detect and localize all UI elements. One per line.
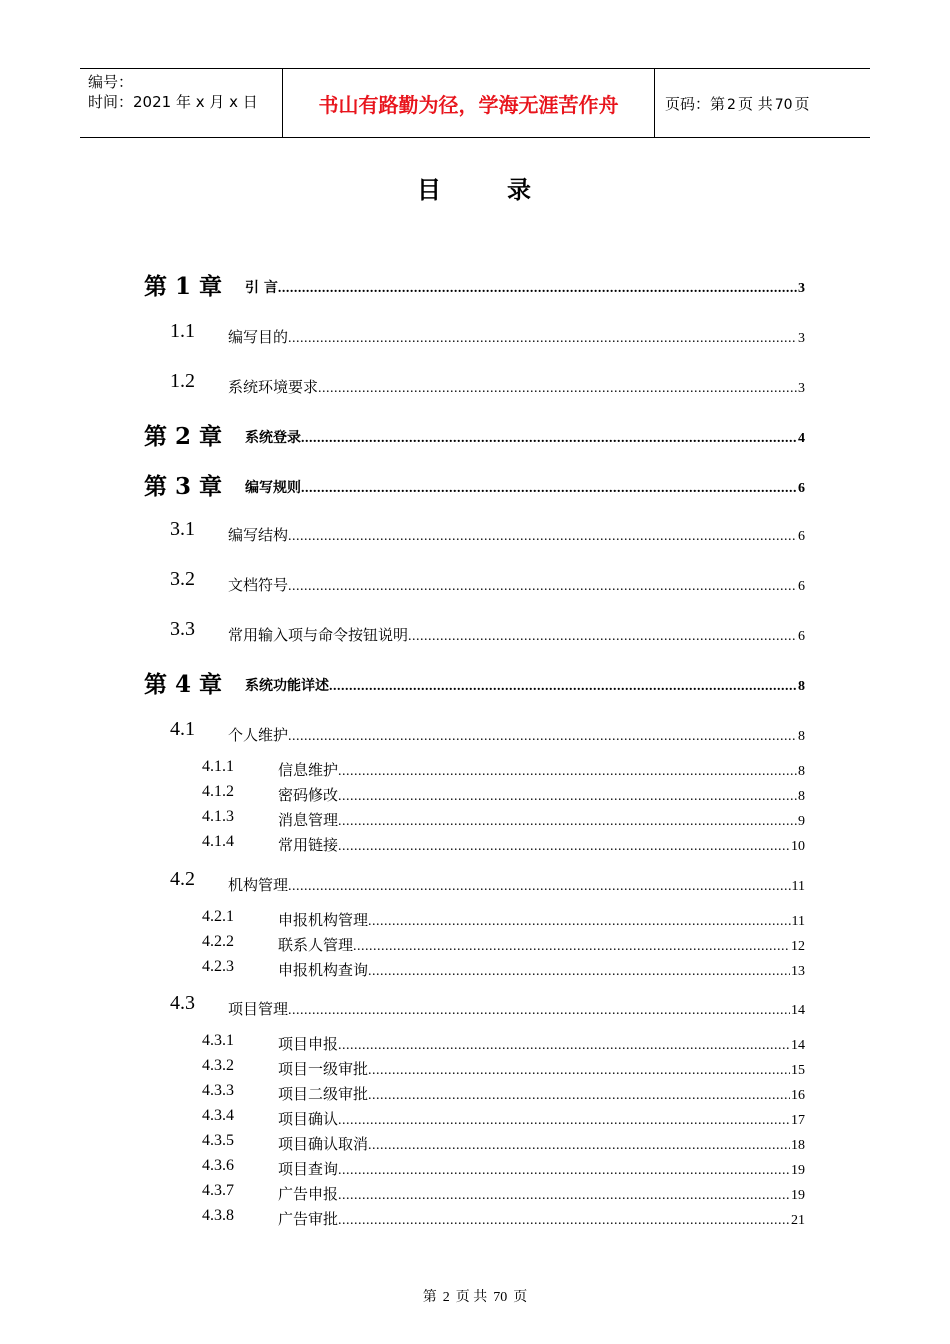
toc-entry-number: 4.3.3 [202, 1082, 234, 1099]
toc-entry-number: 4.3 [170, 992, 195, 1014]
page-total: 70 [774, 96, 793, 113]
toc-leader-dots [301, 431, 797, 447]
page-current: 2 [727, 96, 736, 113]
toc-entry-text [228, 574, 805, 595]
toc-entry-text [245, 675, 805, 695]
toc-leader-dots [338, 1113, 790, 1129]
toc-entry-text [278, 1133, 805, 1154]
toc-entry-number: 4.1.2 [202, 783, 234, 800]
document-header [80, 68, 870, 138]
toc-entry-text [278, 784, 805, 805]
toc-entry-page: 9 [798, 814, 805, 829]
toc-entry-number: 4.1.4 [202, 833, 234, 850]
toc-entry-number: 4.3.8 [202, 1207, 234, 1224]
toc-entry-page: 6 [798, 579, 805, 594]
toc-entry-text [278, 1208, 805, 1229]
toc-entry-number: 1.2 [170, 370, 195, 392]
toc-entry-page: 18 [791, 1138, 805, 1153]
footer-suffix: 页 [513, 1290, 528, 1305]
page-prefix: 页码：第 [665, 94, 726, 113]
toc-entry-number: 3.1 [170, 518, 195, 540]
toc-entry-label: 编写目的 [228, 328, 289, 346]
toc-entry-text [245, 427, 805, 447]
toc-entry-label: 密码修改 [278, 786, 339, 804]
toc-leader-dots [338, 1213, 790, 1229]
toc-entry-number: 4.3.2 [202, 1057, 234, 1074]
page-mid: 页 共 [737, 94, 773, 113]
toc-entry-label: 项目管理 [228, 1000, 289, 1018]
toc-entry-number: 第 2 章 [144, 423, 223, 450]
toc-leader-dots [368, 914, 791, 930]
toc-entry-label: 项目确认取消 [278, 1135, 369, 1153]
toc-entry-page: 8 [798, 789, 805, 804]
toc-entry-page: 8 [798, 729, 805, 744]
toc-entry-text [278, 1033, 805, 1054]
toc-leader-dots [288, 729, 797, 745]
toc-entry-label: 编写规则 [245, 480, 301, 496]
toc-entry-text [228, 524, 805, 545]
toc-entry-page: 19 [791, 1188, 805, 1203]
toc-leader-dots [408, 629, 797, 645]
toc-entry-text [278, 909, 805, 930]
header-meta-cell [80, 69, 283, 137]
toc-entry-number: 4.3.7 [202, 1182, 234, 1199]
footer-current: 2 [442, 1290, 450, 1305]
toc-entry-label: 个人维护 [228, 726, 289, 744]
toc-entry-page: 21 [791, 1213, 805, 1228]
toc-leader-dots [368, 964, 790, 980]
toc-entry-label: 信息维护 [278, 761, 339, 779]
toc-leader-dots [288, 579, 797, 595]
toc-entry-label: 编写结构 [228, 526, 289, 544]
toc-entry-number: 4.3.6 [202, 1157, 234, 1174]
toc-entry-label: 联系人管理 [278, 936, 354, 954]
toc-entry-page: 3 [798, 281, 805, 296]
toc-entry-label: 消息管理 [278, 811, 339, 829]
toc-entry-label: 广告审批 [278, 1210, 339, 1228]
toc-entry-number: 3.2 [170, 568, 195, 590]
toc-leader-dots [288, 529, 797, 545]
toc-entry-page: 14 [791, 1038, 805, 1053]
toc-entry-text [278, 1158, 805, 1179]
toc-entry-number: 4.2.1 [202, 908, 234, 925]
toc-entry-page: 4 [798, 431, 805, 446]
toc-entry-text [278, 1058, 805, 1079]
toc-entry-page: 3 [798, 331, 805, 346]
toc-entry-text [278, 959, 805, 980]
footer-prefix: 第 [422, 1290, 437, 1305]
toc-entry-label: 项目申报 [278, 1035, 339, 1053]
toc-leader-dots [338, 1163, 790, 1179]
toc-entry-number: 4.3.4 [202, 1107, 234, 1124]
toc-entry-number: 4.2.2 [202, 933, 234, 950]
toc-leader-dots [353, 939, 790, 955]
footer-mid: 页 共 [455, 1290, 488, 1305]
toc-entry-page: 8 [798, 679, 805, 694]
toc-entry-number: 4.1.3 [202, 808, 234, 825]
toc-entry-number: 1.1 [170, 320, 195, 342]
toc-entry-number: 4.2 [170, 868, 195, 890]
toc-entry-label: 机构管理 [228, 876, 289, 894]
toc-entry-label: 项目二级审批 [278, 1085, 369, 1103]
toc-entry-text [278, 759, 805, 780]
toc-entry-text [228, 376, 805, 397]
toc-entry-label: 文档符号 [228, 576, 289, 594]
toc-leader-dots [338, 789, 797, 805]
toc-entry-number: 第 4 章 [144, 671, 223, 698]
toc-leader-dots [288, 1003, 790, 1019]
toc-leader-dots [278, 281, 797, 297]
header-motto-cell [283, 69, 655, 137]
page-suffix: 页 [794, 94, 810, 113]
toc-entry-label: 系统登录 [245, 430, 301, 446]
toc-title-part-a: 目 [417, 176, 443, 204]
toc-entry-label: 项目查询 [278, 1160, 339, 1178]
toc-entry-page: 10 [791, 839, 805, 854]
toc-leader-dots [338, 1038, 790, 1054]
toc-entry-label: 引 言 [245, 280, 278, 296]
toc-leader-dots [368, 1063, 790, 1079]
toc-entry-label: 系统环境要求 [228, 378, 319, 396]
header-page-cell [655, 69, 870, 137]
toc-entry-number: 3.3 [170, 618, 195, 640]
footer-total: 70 [493, 1290, 508, 1305]
toc-entry-number: 4.1.1 [202, 758, 234, 775]
toc-entry-page: 6 [798, 529, 805, 544]
toc-entry-label: 常用输入项与命令按钮说明 [228, 626, 409, 644]
toc-entry-label: 申报机构查询 [278, 961, 369, 979]
toc-entry-text [228, 874, 805, 895]
toc-entry-text [245, 477, 805, 497]
toc-entry-page: 6 [798, 481, 805, 496]
toc-entry-page: 11 [791, 914, 805, 929]
toc-entry-page: 6 [798, 629, 805, 644]
toc-entry-label: 系统功能详述 [245, 678, 329, 694]
toc-entry-text [228, 998, 805, 1019]
toc-leader-dots [301, 481, 797, 497]
toc-entry-text [245, 277, 805, 297]
toc-entry-number: 4.2.3 [202, 958, 234, 975]
toc-entry-text [278, 1083, 805, 1104]
toc-leader-dots [288, 879, 791, 895]
toc-leader-dots [338, 814, 797, 830]
toc-title-part-b: 录 [507, 176, 533, 204]
toc-entry-page: 13 [791, 964, 805, 979]
toc-entry-text [228, 624, 805, 645]
toc-entry-label: 广告申报 [278, 1185, 339, 1203]
toc-entry-number: 第 3 章 [144, 473, 223, 500]
toc-leader-dots [288, 331, 797, 347]
page-footer [0, 1286, 950, 1306]
toc-leader-dots [338, 764, 797, 780]
toc-title [0, 170, 950, 205]
toc-entry-text [278, 1108, 805, 1129]
toc-entry-text [278, 1183, 805, 1204]
toc-entry-page: 8 [798, 764, 805, 779]
toc-entry-text [228, 724, 805, 745]
toc-entry-number: 4.3.5 [202, 1132, 234, 1149]
toc-entry-text [278, 834, 805, 855]
toc-leader-dots [338, 839, 790, 855]
toc-entry-number: 4.3.1 [202, 1032, 234, 1049]
toc-entry-page: 15 [791, 1063, 805, 1078]
toc-leader-dots [318, 381, 797, 397]
document-id-label: 编号： [88, 73, 134, 91]
toc-entry-page: 17 [791, 1113, 805, 1128]
toc-entry-label: 项目一级审批 [278, 1060, 369, 1078]
header-page-number [665, 93, 810, 114]
toc-entry-text [278, 934, 805, 955]
toc-entry-label: 常用链接 [278, 836, 339, 854]
toc-entry-number: 4.1 [170, 718, 195, 740]
toc-entry-page: 19 [791, 1163, 805, 1178]
document-date: 时间：2021 年 x 月 x 日 [88, 93, 258, 111]
toc-entry-page: 12 [791, 939, 805, 954]
toc-leader-dots [368, 1138, 790, 1154]
toc-entry-text [278, 809, 805, 830]
header-motto: 书山有路勤为径，学海无涯苦作舟 [318, 92, 619, 117]
toc-leader-dots [368, 1088, 790, 1104]
toc-entry-number: 第 1 章 [144, 273, 223, 300]
toc-entry-page: 3 [798, 381, 805, 396]
toc-leader-dots [329, 679, 797, 695]
toc-leader-dots [338, 1188, 790, 1204]
toc-entry-page: 11 [791, 879, 805, 894]
toc-entry-label: 项目确认 [278, 1110, 339, 1128]
toc-entry-label: 申报机构管理 [278, 911, 369, 929]
toc-entry-text [228, 326, 805, 347]
toc-entry-page: 14 [791, 1003, 805, 1018]
toc-entry-page: 16 [791, 1088, 805, 1103]
